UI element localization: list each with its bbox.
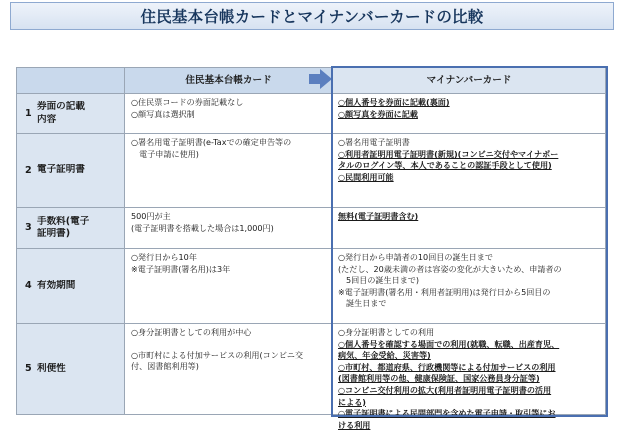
table-row [17, 134, 605, 208]
mynumber-card-text [338, 350, 601, 362]
mynumber-card-text [338, 327, 601, 339]
mynumber-card-text [338, 264, 601, 276]
mynumber-card-text [338, 420, 601, 432]
mynumber-card-cell [333, 134, 605, 207]
juki-card-cell [125, 208, 333, 248]
plain-text: (ただし、20歳未満の者は容姿の変化が大きいため、申請者の [338, 263, 562, 274]
row-label [37, 216, 89, 241]
table-row [17, 324, 605, 430]
juki-card-cell [125, 94, 333, 133]
row-label-cell [17, 249, 125, 323]
plain-text: ○身分証明書としての利用 [338, 327, 435, 337]
highlighted-text: ○民間利用可能 [338, 171, 394, 182]
row-label [37, 363, 66, 376]
juki-card-text [131, 339, 328, 350]
highlighted-text: ○市町村、都道府県、行政機関等による付加サービスの利用 [338, 361, 556, 372]
mynumber-card-text [338, 160, 601, 172]
juki-card-text: 付、図書館利用等) [131, 361, 199, 372]
row-label-line: 手数料(電子 [37, 215, 90, 227]
plain-text: ○署名用電子証明書 [338, 137, 410, 147]
juki-card-text: ○身分証明書としての利用が中心 [131, 327, 252, 337]
row-label-line: 有効期間 [37, 279, 76, 291]
table-row [17, 94, 605, 134]
row-label-line: 券面の記載 [37, 101, 85, 112]
table-row [17, 249, 605, 324]
mynumber-card-text [338, 385, 601, 397]
mynumber-card-text [338, 149, 601, 161]
mynumber-card-text [338, 97, 601, 109]
mynumber-card-text [338, 408, 601, 420]
row-label-line: 証明書) [37, 228, 71, 239]
row-label-line: 電子証明書 [37, 164, 85, 176]
juki-card-text: ○市町村による付加サービスの利用(コンビニ交 [131, 349, 304, 360]
juki-card-text: (電子証明書を搭載した場合は1,000円) [131, 222, 274, 233]
mynumber-card-cell [333, 208, 605, 248]
mynumber-card-cell [333, 249, 605, 323]
mynumber-card-cell [333, 324, 605, 430]
juki-card-text: 電子申請に使用) [131, 148, 199, 159]
mynumber-card-text [338, 298, 601, 310]
row-label-cell [17, 324, 125, 414]
mynumber-card-text [338, 275, 601, 287]
juki-card-text: ※電子証明書(署名用)は3年 [131, 263, 231, 274]
highlighted-text: ける利用 [338, 419, 371, 430]
juki-card-text: ○住民票コードの券面記載なし [131, 97, 244, 107]
page-title: 住民基本台帳カードとマイナンバーカードの比較 [140, 8, 484, 26]
mynumber-card-text [338, 373, 601, 385]
comparison-table [16, 67, 606, 430]
highlighted-text: ○個人番号を確認する場面での利用(就職、転職、出産育児、 [338, 338, 560, 349]
highlighted-text: タルのログイン等、本人であることの認証手段として使用) [338, 160, 552, 171]
highlighted-text: ○顔写真を券面に記載 [338, 108, 418, 119]
juki-card-text: ○署名用電子証明書(e-Taxでの確定申告等の [131, 137, 292, 147]
highlighted-text: (図書館利用等の他、健康保険証、国家公務員身分証等) [338, 373, 540, 384]
mynumber-card-text [338, 362, 601, 374]
juki-card-cell [125, 249, 333, 323]
mynumber-card-text [338, 211, 601, 223]
plain-text: ○発行日から申請者の10回目の誕生日まで [338, 252, 493, 262]
header-blank-cell [17, 68, 125, 94]
highlighted-text: ○個人番号を券面に記載(裏面) [338, 97, 450, 107]
arrow-right-icon [320, 69, 332, 89]
highlighted-text: 無料(電子証明書含む) [338, 211, 419, 221]
plain-text: 誕生日まで [346, 298, 387, 309]
row-number: 1 [25, 107, 32, 119]
highlighted-text: ○コンビニ交付利用の拡大(利用者証明用電子証明書の活用 [338, 384, 552, 395]
mynumber-card-text [338, 172, 601, 184]
row-number: 5 [25, 363, 32, 375]
header-juki-card: 住民基本台帳カード [125, 68, 333, 94]
row-label-cell [17, 208, 125, 248]
title-banner [10, 2, 614, 30]
row-label [37, 101, 85, 126]
row-label [37, 280, 75, 293]
mynumber-card-text [338, 397, 601, 409]
mynumber-card-text [338, 137, 601, 149]
row-label-cell [17, 134, 125, 207]
row-label-cell [17, 94, 125, 133]
highlighted-text: ○電子証明書による民間部門を含めた電子申請・取引等にお [338, 408, 556, 419]
juki-card-text: ○顔写真は選択制 [131, 108, 195, 119]
juki-card-text: 500円が主 [131, 211, 171, 221]
mynumber-card-text [338, 339, 601, 351]
juki-card-cell [125, 134, 333, 207]
mynumber-card-text [338, 109, 601, 121]
juki-card-text: ○発行日から10年 [131, 252, 197, 262]
row-label-line: 内容 [37, 113, 57, 125]
row-number: 2 [25, 164, 32, 176]
highlighted-text: による) [338, 396, 366, 407]
mynumber-card-cell [333, 94, 605, 133]
highlighted-text: ○利用者証明用電子証明書(新規)(コンビニ交付やマイナポー [338, 148, 559, 159]
juki-card-cell [125, 324, 333, 414]
header-mynumber-card: マイナンバーカード [333, 68, 605, 94]
plain-text: ※電子証明書(署名用・利用者証明用)は発行日から5回目の [338, 286, 551, 297]
mynumber-card-text [338, 287, 601, 299]
row-label [37, 164, 85, 177]
row-number: 3 [25, 222, 32, 234]
row-label-line: 利便性 [37, 362, 66, 374]
mynumber-card-text [338, 252, 601, 264]
row-number: 4 [25, 280, 32, 292]
plain-text: 5回目の誕生日まで) [346, 275, 420, 286]
highlighted-text: 病気、年金受給、災害等) [338, 350, 431, 361]
table-row [17, 208, 605, 249]
